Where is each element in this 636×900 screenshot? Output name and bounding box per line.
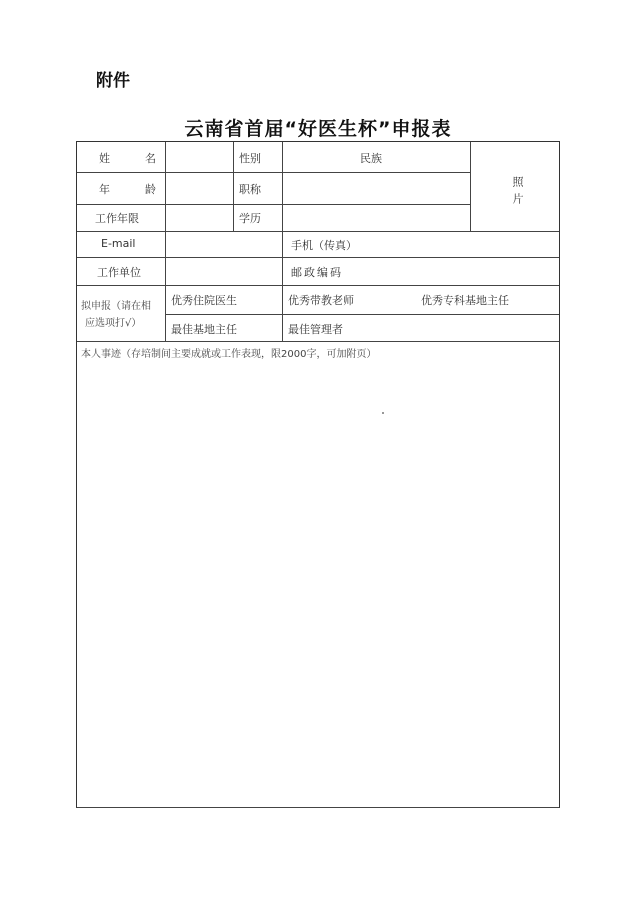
email-label: E-mail bbox=[101, 237, 136, 250]
position-field[interactable] bbox=[283, 173, 469, 203]
scan-speck bbox=[382, 412, 384, 414]
email-field[interactable] bbox=[166, 232, 281, 256]
education-label: 学历 bbox=[239, 212, 261, 225]
document-title: 云南省首届“好医生杯”申报表 bbox=[184, 118, 452, 140]
statement-area[interactable] bbox=[78, 358, 558, 804]
position-label: 职称 bbox=[239, 183, 261, 196]
gender-label: 性别 bbox=[239, 152, 261, 165]
age-label: 年 龄 bbox=[99, 183, 168, 196]
statement-label: 本人事迹（存培制间主要成就或工作表现，限2000字，可加附页） bbox=[81, 349, 377, 360]
award-option-resident-doctor[interactable]: 优秀住院医生 bbox=[171, 294, 237, 307]
application-form bbox=[76, 141, 560, 808]
col-divider-mid-2 bbox=[282, 142, 283, 341]
photo-label: 照片 bbox=[511, 176, 524, 210]
gender-field[interactable] bbox=[283, 143, 363, 171]
postcode-label: 邮政编码 bbox=[291, 266, 343, 279]
award-option-specialty-base-director[interactable]: 优秀专科基地主任 bbox=[421, 294, 509, 307]
award-option-best-base-director[interactable]: 最佳基地主任 bbox=[171, 323, 237, 336]
work-years-label: 工作年限 bbox=[95, 212, 139, 225]
workplace-field[interactable] bbox=[166, 258, 281, 284]
row-divider-7 bbox=[77, 341, 559, 342]
name-field[interactable] bbox=[166, 143, 232, 171]
work-years-field[interactable] bbox=[166, 205, 232, 230]
age-field[interactable] bbox=[166, 173, 232, 203]
row-divider-5 bbox=[77, 285, 559, 286]
phone-field[interactable] bbox=[377, 232, 558, 256]
award-type-label-line1: 拟申报（请在相 bbox=[81, 301, 151, 312]
attachment-label: 附件 bbox=[96, 71, 130, 91]
phone-label: 手机（传真） bbox=[291, 239, 357, 252]
row-divider-6 bbox=[165, 314, 559, 315]
name-label: 姓 名 bbox=[99, 152, 168, 165]
postcode-field[interactable] bbox=[377, 258, 558, 284]
award-option-teaching-instructor[interactable]: 优秀带教老师 bbox=[288, 294, 354, 307]
ethnicity-field[interactable] bbox=[407, 143, 469, 171]
award-option-best-manager[interactable]: 最佳管理者 bbox=[288, 323, 343, 336]
ethnicity-label: 民族 bbox=[360, 152, 382, 165]
workplace-label: 工作单位 bbox=[97, 266, 141, 279]
col-divider-mid-1 bbox=[233, 142, 234, 231]
award-type-label-line2: 应选项打√） bbox=[85, 318, 142, 329]
education-field[interactable] bbox=[283, 205, 469, 230]
photo-box[interactable] bbox=[471, 143, 558, 230]
